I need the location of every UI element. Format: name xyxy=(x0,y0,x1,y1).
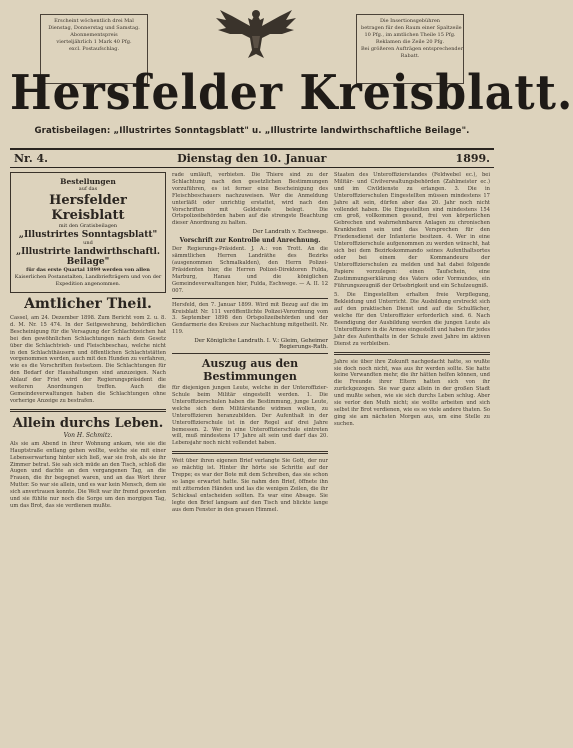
article-text: Der Regierungs-Präsident. J. A.: von Trott. An die sämmtlichen Herren Landräthe des Bezirks (ausgenommen Schmalkalden), den Herrn Polizei-Präsidenten hier, die Herren Polizei-Direktoren Fulda, Marburg, Hanau und die königlichen Gemeindeverwaltungen hier, Fulda, Eschwege. — A. II. 12 007. xyxy=(172,246,328,294)
issue-year: 1899. xyxy=(455,152,490,165)
subscription-text: mit den Gratisbeilagen xyxy=(58,223,118,229)
eagle-crest-icon xyxy=(212,6,300,64)
subheading: Vorschrift zur Kontrolle und Anrechnung. xyxy=(179,237,321,245)
dateline xyxy=(10,148,494,168)
story-title: Allein durchs Leben. xyxy=(12,415,164,431)
article-text: 5. Die Eingestellten erhalten freie Verpflegung, Bekleidung und Unterricht. Die Ausbildung erstreckt sich auf den praktischen Dienst und auf die Schulfächer, welche für den Unteroffizier erforderlich sind. 6. Nach Beendigung der Ausbildung werden die jungen Leute als Unteroffiziere in die Armee eingestellt und haben für jedes Jahr des Aufenthalts in der Schule zwei Jahre im aktiven Dienst zu verbleiben. xyxy=(334,292,490,347)
supplements-line: Gratisbeilagen: „Illustrirtes Sonntagsblatt" u. „Illustrirte landwirthschaftliche Beilage". xyxy=(34,126,470,136)
divider xyxy=(334,352,490,355)
divider xyxy=(10,409,166,412)
story-byline: Von H. Schmitz. xyxy=(63,431,113,439)
subscription-text: für das erste Quartal 1899 werden von allen xyxy=(26,267,150,273)
notice-line: Dienstag, Donnerstag und Samstag. xyxy=(48,25,140,31)
notice-line: vierteljährlich 1 Mark 40 Pfg. xyxy=(56,39,132,45)
supplement-name: „Illustrirte landwirthschaftl. Beilage" xyxy=(15,247,161,267)
article-text: rade umläuft, verbieten. Die Thiere sind zu der Schlachtung nach den gesetzlichen Bestimmungen vorzuführen, es ist ferner eine Bescheinigung des Fleischbeschauers nachzuweisen. Wer die Anmeldung unterläßt oder unrichtig erstattet, wird nach den Vorschriften mit Geldstrafe belegt. Die Ortspolizeibehörden haben auf die strengste Beachtung dieser Anordnung zu halten. xyxy=(172,172,328,227)
column-1 xyxy=(10,172,166,514)
notice-line: Abonnementspreis xyxy=(70,32,118,38)
divider xyxy=(172,353,328,354)
newspaper-title: Hersfelder Kreisblatt. xyxy=(10,65,573,122)
article-text: Hersfeld, den 7. Januar 1899. Wird mit Bezug auf die im Kreisblatt Nr. 111 veröffentlichte Polizei-Verordnung vom 3. September 1898 den Ortspolizeibehörden und der Gendarmerie des Kreises zur Nachachtung mitgetheilt. Nr. 119. xyxy=(172,301,328,336)
story-text: Weit über ihren eigenen Brief verlangte Sie Gott, der nur so mächtig ist. Hinter ihr hörte sie Schritte auf der Treppe; es war der Bote mit dem Schreiben, das sie schon so lange erwartet hatte. Sie nahm den Brief, öffnete ihn mit zitternden Händen und las die wenigen Zeilen, die ihr Schicksal entscheiden sollten. Es war eine Absage. Sie legte den Brief langsam auf den Tisch und blickte lange aus dem Fenster in den grauen Himmel. xyxy=(172,458,328,513)
subscription-box xyxy=(10,172,166,293)
notice-line: Reklamen die Zeile 20 Pfg. xyxy=(375,39,445,45)
column-3 xyxy=(334,172,490,514)
column-2 xyxy=(172,172,328,514)
article-text: Staaten des Unteroffizierstandes (Feldwebel ec.), bei Militär- und Civilverwaltungsbehörden (Zahlmeister ec.) und im Civildienste zu erlangen. 3. Die in Unteroffizierschulen Eingestellten müssen mindestens 17 Jahre alt sein, dürfen aber das 20. Jahr noch nicht vollendet haben. Die Eingestellten sind mindestens 154 cm groß, vollkommen gesund, frei von körperlichen Gebrechen und wahrnehmbaren Anlagen zu chronischen Krankheiten sein und das Versprechen für den Friedensdienst der Infanterie besitzen. 4. Wer in eine Unteroffizierschule aufgenommen zu werden wünscht, hat sich bei dem Bezirkskommando seines Aufenthaltsortes oder bei einem der Kommandeure der Unteroffizierschulen zu melden und hat dabei folgende Papiere vorzulegen: einen Taufschein, eine Zustimmungserklärung des Vaters oder Vormundes, ein Führungszeugniß der Ortsobrigkeit und ein Schulzeugniß. xyxy=(334,172,490,289)
notice-line: Rabatt. xyxy=(400,53,420,59)
subscription-heading: Bestellungen xyxy=(60,177,116,186)
masthead xyxy=(10,6,573,128)
divider xyxy=(172,451,328,454)
article-text: für diejenigen jungen Leute, welche in der Unteroffizier-Schule beim Militär eingestellt werden. 1. Die Unteroffizierschulen haben die Bestimmung, junge Leute, welche sich dem Militärstande widmen wollen, zu Unteroffizieren heranzubilden. Der Aufenthalt in der Unteroffizierschule ist in der Regel auf drei Jahre bemessen. 2. Wer in eine Unteroffizierschule eintreten will, muß mindestens 17 Jahre alt sein und darf das 20. Lebensjahr noch nicht vollendet haben. xyxy=(172,385,328,447)
notice-line: Die Insertionsgebühren xyxy=(379,18,441,24)
notice-line: Erscheint wöchentlich drei Mal xyxy=(54,18,134,24)
story-text: Als sie am Abend in ihrer Wohnung ankam, wie sie die Hauptstraße entlang gehen wollte, welche sie mit einer Lebenserwartung hinter sich ließ, war sie froh, als sie ihr Zimmer betrat. Sie sah sich müde an den Tisch, schloß die Augen und dachte an den vergangenen Tag, an die Frauen, die ihr begegnet waren, und an das Wort ihrer Mutter. So war sie allein, und es war kein Mensch, dem sie sich anvertrauen konnte. Die Welt war ihr fremd geworden und sie fühlte nur noch die Sorge um den morgigen Tag, um das Brot, das sie verdienen mußte. xyxy=(10,440,166,509)
issue-number: Nr. 4. xyxy=(14,152,48,165)
supplement-name: „Illustrirtes Sonntagsblatt" xyxy=(18,230,158,240)
notice-line: 10 Pfg., im amtlichen Theile 15 Pfg. xyxy=(364,32,456,38)
issue-date: Dienstag den 10. Januar xyxy=(177,152,327,165)
notice-line: excl. Postaufschlag. xyxy=(68,46,120,52)
columns xyxy=(10,172,494,514)
article-text: Cassel, am 24. Dezember 1898. Zum Bericht vom 2. u. 8. d. M. Nr. 15 474. In der Seitgewehrung, behördlichen Bescheinigung für die Versagung der Schlachtzeichen hat bei den gewöhnlichen Schlachtungen nach dem Gesetz über die Schlachtvieh- und Fleischbeschau, welche nicht in den Schlachthäusern und öffentlichen Schlachtstätten vorgenommen werden, auch mit den Hunden zu verfahren, wie es die Vorschriften festsetzen. Die Schlachtungen für den Bedarf der Haushaltungen sind anzuzeigen. Nach Ablauf der Frist wird der Regierungspräsident die weiteren Anordnungen treffen. Auch die Gemeindeverwaltungen haben die Schlachtungen ohne vorherige Anzeige zu bestrafen. xyxy=(10,315,167,404)
notice-line: Bei größeren Aufträgen entsprechender xyxy=(361,46,463,52)
subscription-text: auf das xyxy=(78,186,98,192)
signature: Der Königliche Landrath. I. V.: Gleim, Geheimer Regierungs-Rath. xyxy=(194,338,328,351)
signature: Der Landrath v. Eschwege. xyxy=(252,229,328,236)
subscription-text: und xyxy=(83,240,93,246)
section-heading: Amtlicher Theil. xyxy=(24,296,152,312)
divider xyxy=(172,298,328,299)
subscription-text: Kaiserlichen Postanstalten, Landbriefträgern und von der Expedition angenommen. xyxy=(14,274,162,287)
notice-line: betragen für den Raum einer Spaltzeile xyxy=(361,25,462,31)
story-text: Jahre sie über ihre Zukunft nachgedacht hatte, so wußte sie doch noch nicht, was aus ihr werden sollte. Sie hatte keine Verwandten mehr, die ihr hätten helfen können, und die Freunde ihrer Eltern hatten sich von ihr zurückgezogen. Sie war ganz allein in der großen Stadt und mußte sehen, wie sie sich durchs Leben schlug. Aber sie verlor den Muth nicht; sie wollte arbeiten und sich selbst ihr Brot verdienen, wie es so viele andere thaten. So ging sie am nächsten Morgen aus, um eine Stelle zu suchen. xyxy=(334,358,490,427)
section-heading: Auszug aus den Bestimmungen xyxy=(201,357,299,384)
subscription-title: Hersfelder Kreisblatt xyxy=(49,193,127,223)
